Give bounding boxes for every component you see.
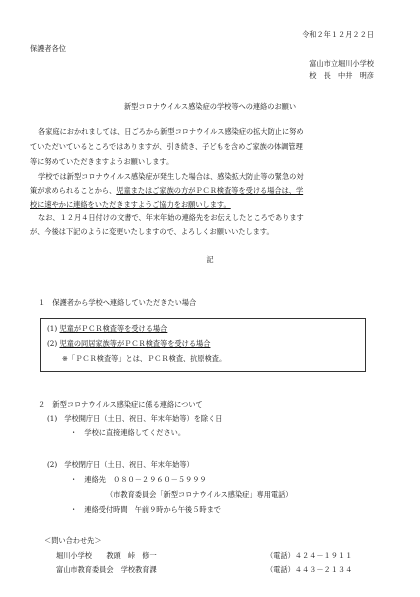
section-2-item-1-sub: ・ 学校に直接連絡してください。 [70, 428, 186, 437]
inquiry-row-2-tel: （電話）４４３－２１３４ [266, 565, 353, 574]
item-1-text: 児童がＰＣＲ検査等を受ける場合 [59, 324, 168, 333]
inquiry-heading: ＜問い合わせ先＞ [44, 536, 102, 545]
paragraph-1-line-2: ていただいているところではありますが、引き続き、子どもを含めご家族の体調管理 [30, 142, 303, 151]
document-date: 令和２年１２月２２日 [302, 30, 374, 39]
sender-organization: 富山市立堀川小学校 [309, 59, 374, 68]
paragraph-2-line-3-underlined: 校に速やかに連絡をいただきますようご協力をお願いします。 [30, 200, 231, 209]
contact-note: （市教育委員会「新型コロナウイルス感染症」専用電話） [106, 490, 293, 499]
contact-phone: ・ 連絡先 ０８０－２９６０－５９９９ [70, 475, 207, 484]
item-2-number: (2) [47, 339, 58, 348]
sender-name: 校 長 中井 明彦 [309, 71, 374, 80]
document-title: 新型コロナウイルス感染症の学校等への連絡のお願い [123, 102, 297, 111]
inquiry-row-2-org: 富山市教育委員会 学校教育課 [56, 565, 157, 574]
section-2-item-1: (1) 学校開庁日（土日、祝日、年末年始等）を除く日 [47, 414, 223, 423]
ki-marker: 記 [206, 255, 214, 264]
paragraph-2-line-2 [30, 186, 303, 195]
section-1-item-2 [47, 339, 210, 348]
reception-hours: ・ 連絡受付時間 午前９時から午後５時まで [70, 505, 221, 514]
inquiry-row-1-org: 堀川小学校 教頭 峠 修一 [56, 551, 157, 560]
paragraph-1-line-3: 等に努めていただきますようお願いします。 [30, 157, 174, 166]
section-2-item-2: (2) 学校閉庁日（土日、祝日、年末年始等） [47, 460, 194, 469]
item-2-text: 児童の同居家族等がＰＣＲ検査等を受ける場合 [59, 339, 211, 348]
paragraph-2-line-2-plain: 策が求められることから、 [30, 186, 117, 195]
recipient: 保護者各位 [30, 44, 66, 53]
paragraph-2-line-2-underlined: 児童またはご家族の方がＰＣＲ検査等を受ける場合は、学 [116, 186, 304, 195]
section-1-item-1 [47, 324, 167, 333]
item-1-number: (1) [47, 324, 58, 333]
paragraph-3-line-2: が、今後は下記のように変更いたしますので、よろしくお願いいたします。 [30, 227, 274, 236]
paragraph-2-line-1: 学校では新型コロナウイルス感染症が発生した場合は、感染拡大防止等の緊急の対 [38, 172, 304, 181]
section-1-heading: １ 保護者から学校へ連絡していただきたい場合 [38, 298, 197, 307]
section-2-heading: ２ 新型コロナウイルス感染症に係る連絡について [38, 400, 203, 409]
paragraph-3-line-1: なお、１２月４日付けの文書で、年末年始の連絡先をお伝えしたところであります [38, 213, 304, 222]
inquiry-row-1-tel: （電話）４２４－１９１１ [266, 551, 353, 560]
section-1-note: ※「ＰＣＲ検査等」とは、ＰＣＲ検査、抗原検査。 [62, 354, 227, 363]
paragraph-1-line-1: 各家庭におかれましては、日ごろから新型コロナウイルス感染症の拡大防止に努め [38, 127, 304, 136]
